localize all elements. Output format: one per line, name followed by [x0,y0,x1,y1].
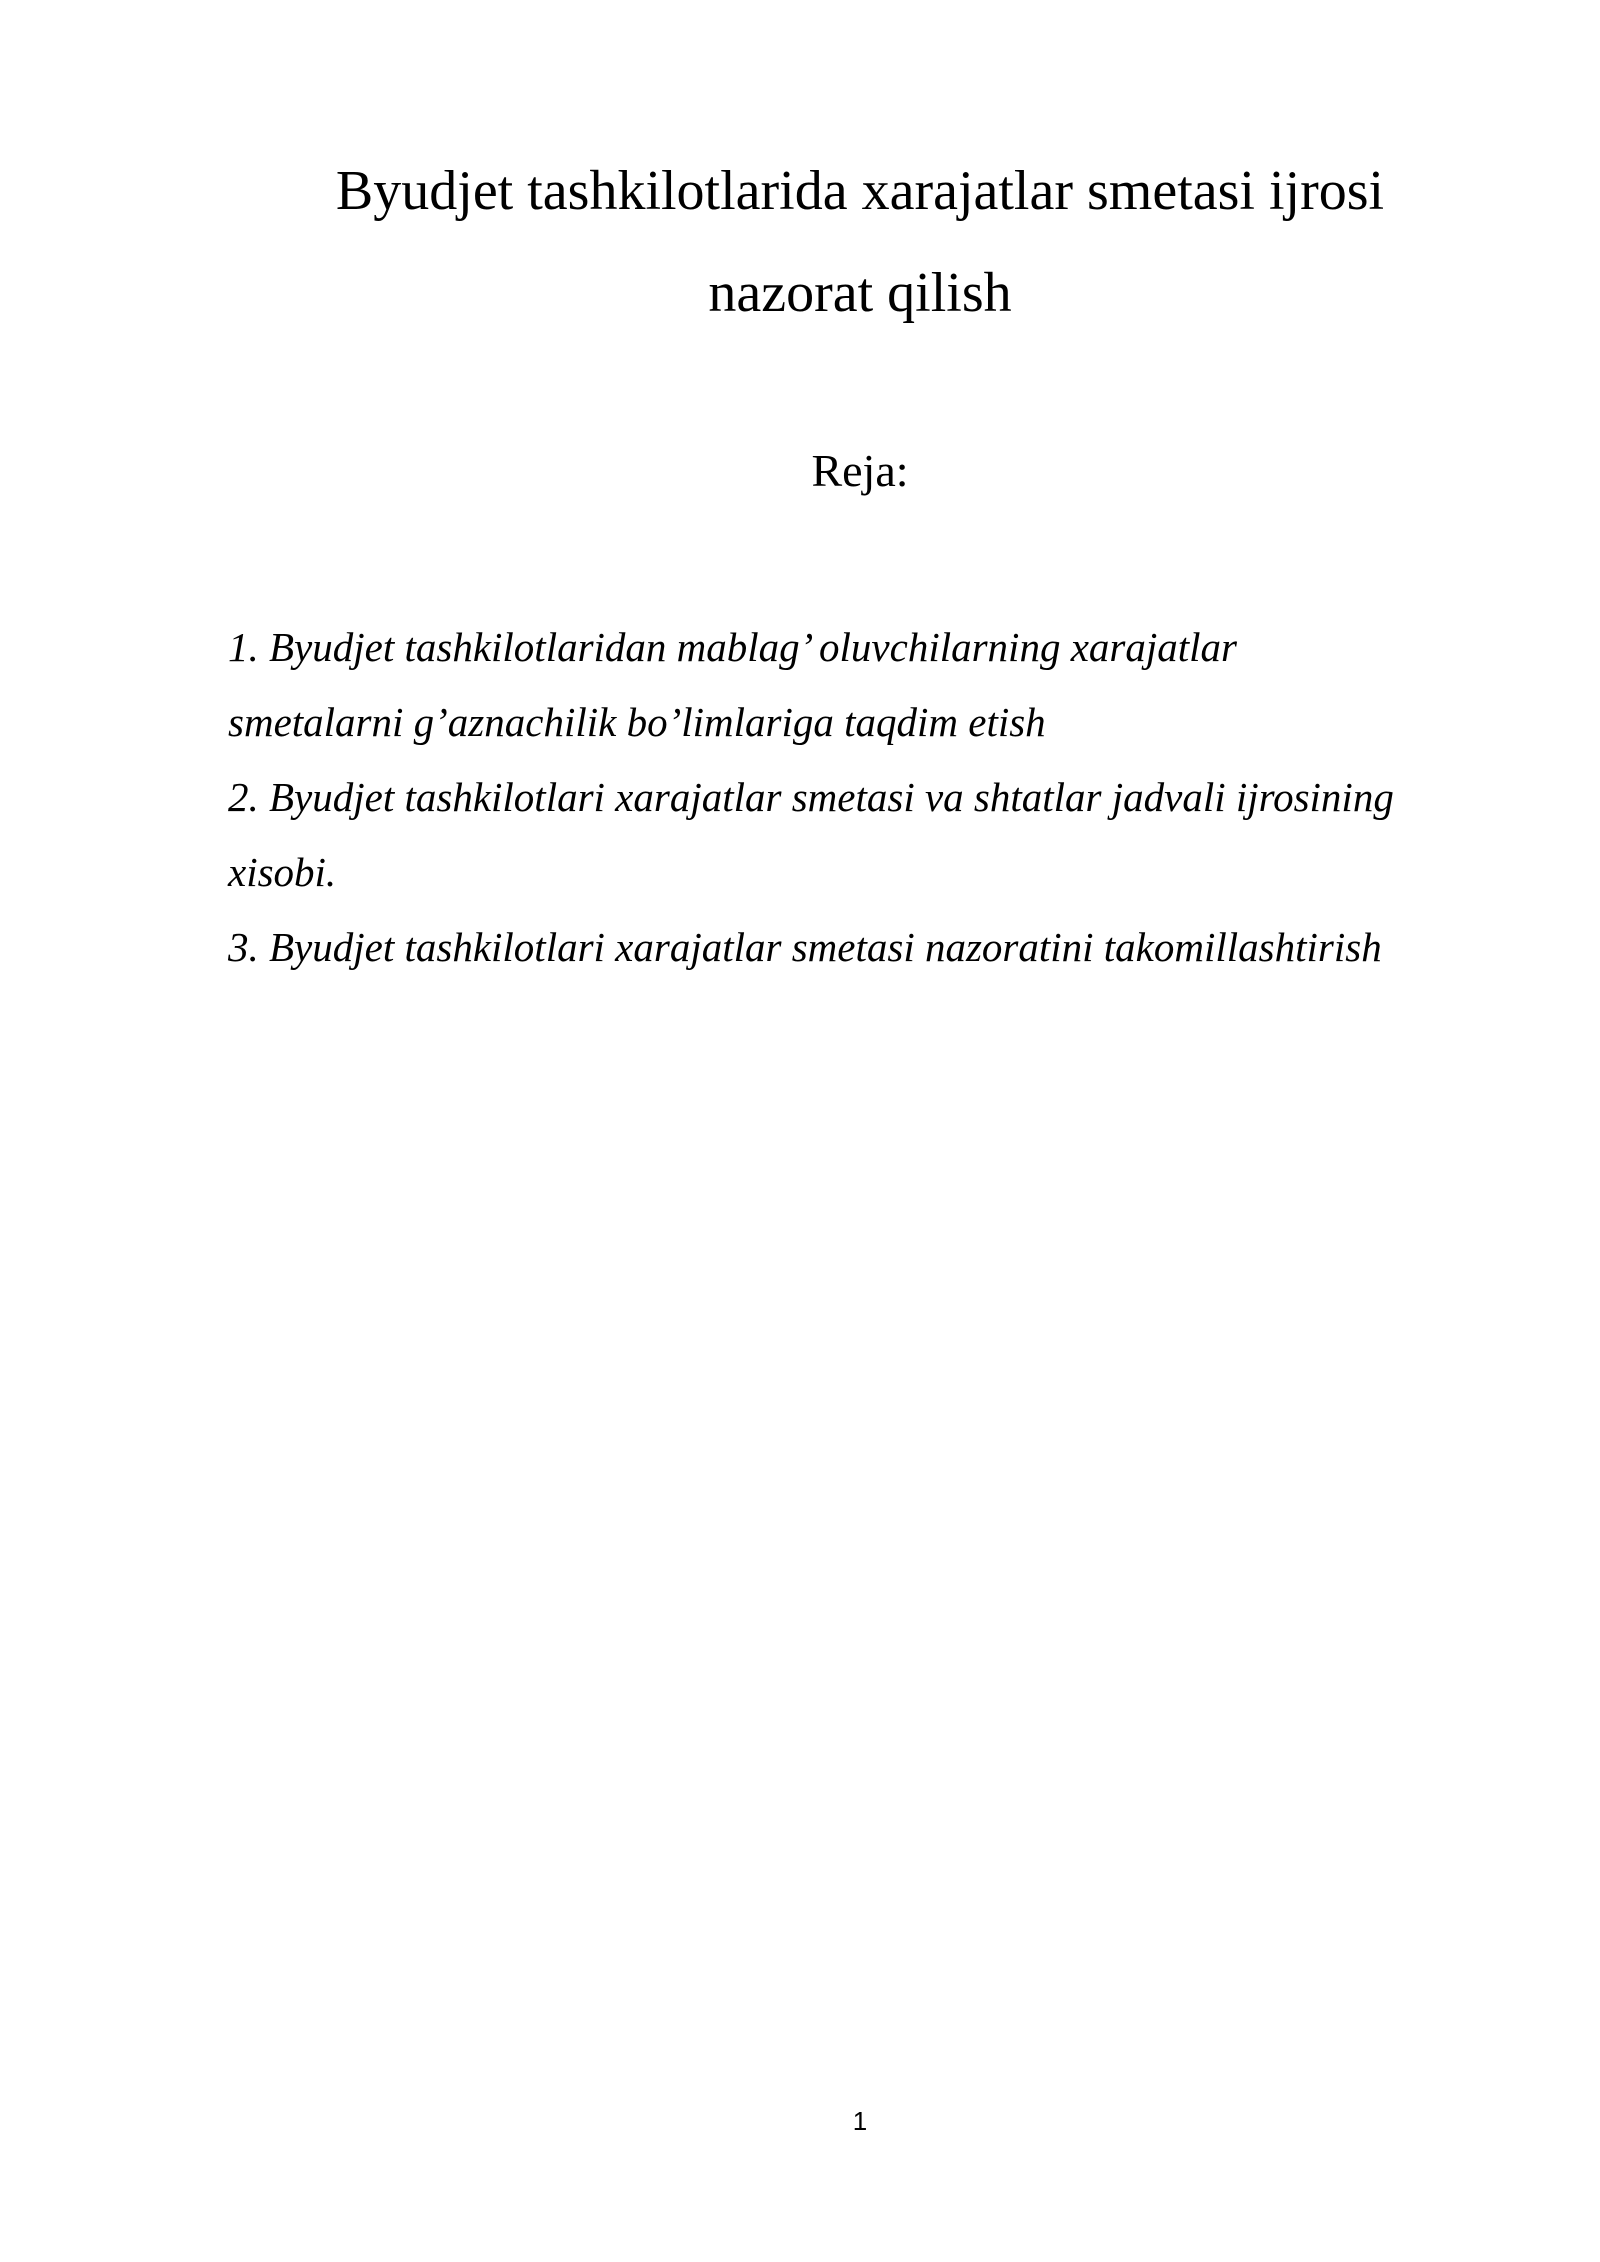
plan-item-1-line-2: smetalarni g’aznachilik bo’limlariga taqdim etish [228,699,1046,745]
document-title-line-1: Byudjet tashkilotlarida xarajatlar smetasi ijrosi [335,160,1385,222]
plan-item-2-line-2: xisobi. [228,849,337,895]
plan-item-2 [228,760,1528,910]
plan-item-3-line-1: 3. Byudjet tashkilotlari xarajatlar smetasi nazoratini takomillashtirish [228,924,1382,970]
page-number: 1 [852,2106,868,2136]
plan-heading: Reja: [811,445,909,496]
plan-item-1-line-1: 1. Byudjet tashkilotlaridan mablag’ oluvchilarning xarajatlar [228,624,1237,670]
plan-item-2-line-1: 2. Byudjet tashkilotlari xarajatlar smetasi va shtatlar jadvali ijrosining [228,774,1394,820]
document-title-line-2: nazorat qilish [708,262,1012,324]
plan-item-3 [228,910,1528,985]
plan-list [228,610,1528,985]
plan-item-1 [228,610,1528,760]
